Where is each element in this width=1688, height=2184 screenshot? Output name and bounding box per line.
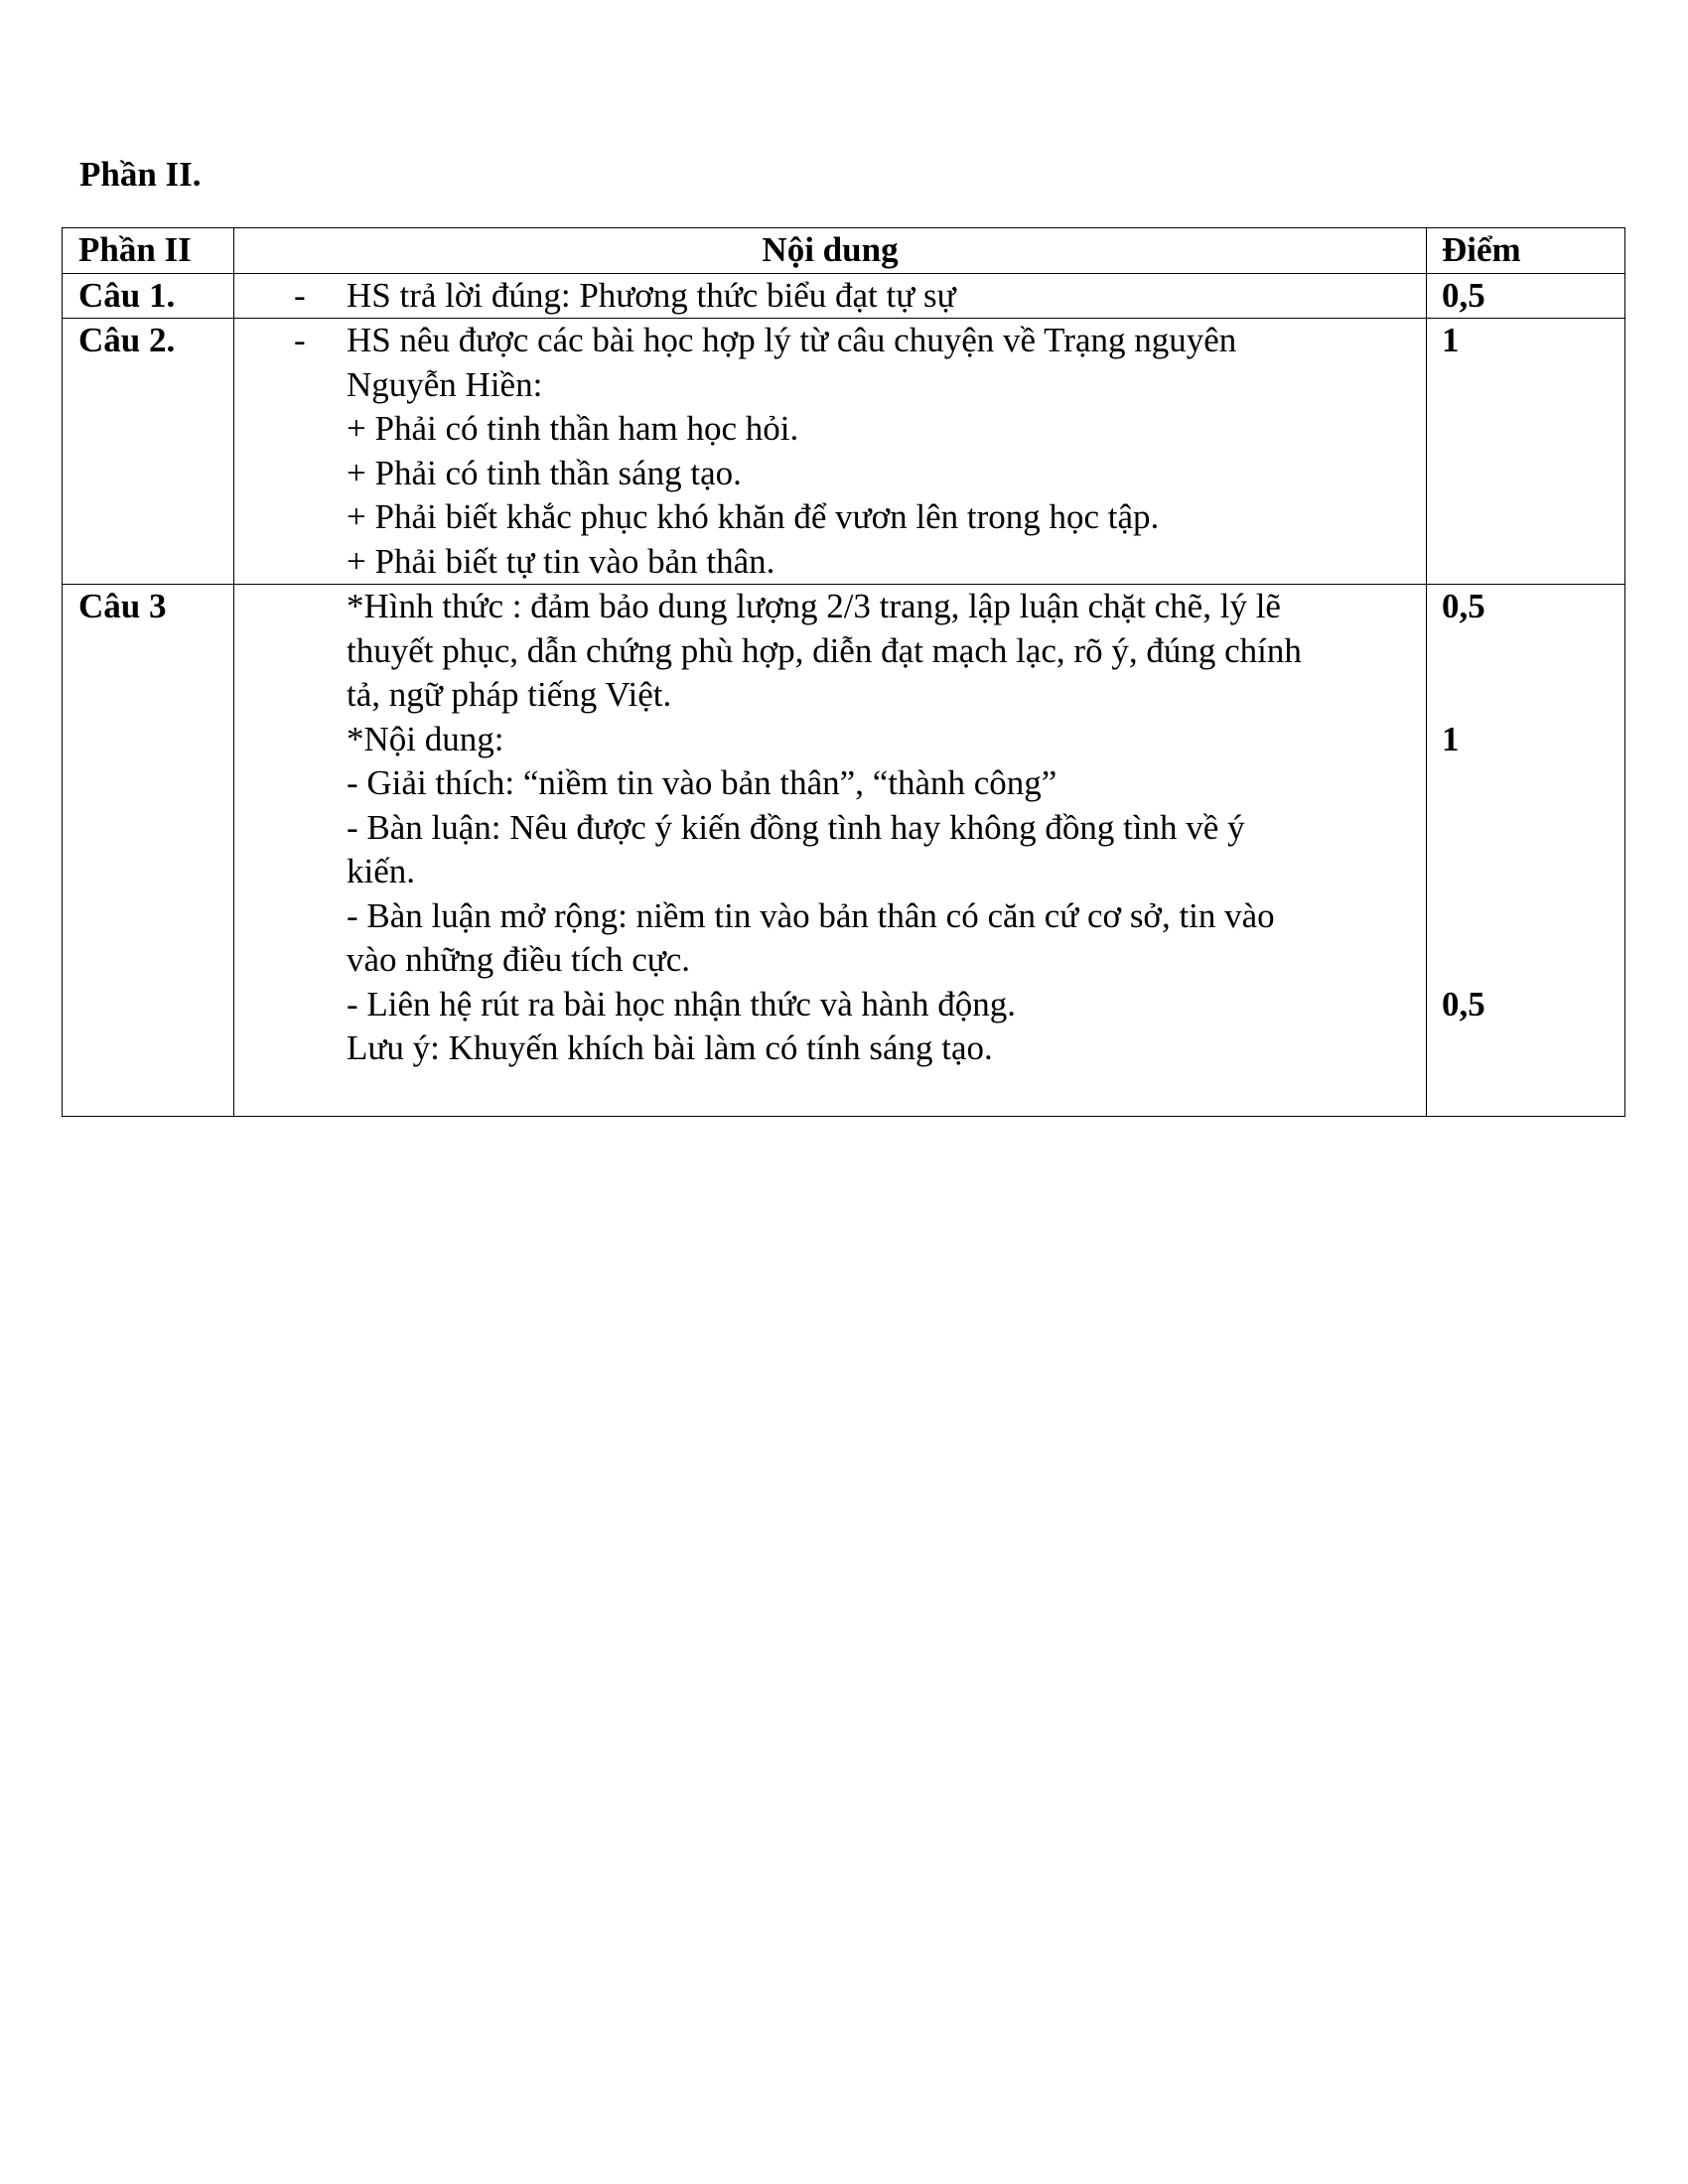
dash-list-item xyxy=(234,319,1412,584)
header-content: Nội dung xyxy=(234,228,1427,274)
answer-line: + Phải biết tự tin vào bản thân. xyxy=(347,541,775,581)
score-value: 0,5 xyxy=(1442,587,1485,625)
answer-line: HS nêu được các bài học hợp lý từ câu chuyện về Trạng nguyên xyxy=(347,321,1237,359)
answer-line: vào những điều tích cực. xyxy=(347,940,691,979)
score-value: 1 xyxy=(1442,719,1460,758)
answer-line: Lưu ý: Khuyến khích bài làm có tính sáng tạo. xyxy=(347,1028,993,1067)
answer-line: + Phải có tinh thần ham học hỏi. xyxy=(347,409,799,448)
dash-list-item xyxy=(234,274,1412,319)
answer-line: - Bàn luận mở rộng: niềm tin vào bản thân có căn cứ cơ sở, tin vào xyxy=(347,895,1275,935)
answer-line: - Liên hệ rút ra bài học nhận thức và hành động. xyxy=(347,984,1017,1024)
score-spacer xyxy=(1442,894,1624,939)
list-dash: - xyxy=(294,275,306,315)
score-spacer xyxy=(1442,938,1624,983)
section-heading: Phần II. xyxy=(79,155,202,194)
table-header-row xyxy=(63,228,1625,274)
list-dash: - xyxy=(294,321,306,359)
answer-line: thuyết phục, dẫn chứng phù hợp, diễn đạt mạch lạc, rõ ý, đúng chính xyxy=(347,630,1302,670)
answer-content xyxy=(234,585,1427,1117)
answer-content xyxy=(234,319,1427,585)
score-value: 1 xyxy=(1427,319,1625,585)
header-score: Điểm xyxy=(1427,228,1625,274)
question-label: Câu 3 xyxy=(63,585,234,1117)
table-row-cau-2 xyxy=(63,319,1625,585)
score-spacer xyxy=(1442,673,1624,718)
answer-line: *Nội dung: xyxy=(347,719,504,758)
answer-line: kiến. xyxy=(347,852,416,890)
question-label: Câu 2. xyxy=(63,319,234,585)
answer-line: - Bàn luận: Nêu được ý kiến đồng tình hay không đồng tình về ý xyxy=(347,807,1245,847)
table-row-cau-1 xyxy=(63,273,1625,319)
answer-content xyxy=(234,273,1427,319)
score-value: 0,5 xyxy=(1427,273,1625,319)
answer-line: HS trả lời đúng: Phương thức biểu đạt tự sự xyxy=(347,275,956,315)
answer-line: - Giải thích: “niềm tin vào bản thân”, “thành công” xyxy=(347,763,1057,802)
score-spacer xyxy=(1442,850,1624,894)
score-column xyxy=(1427,585,1625,1117)
answer-line: + Phải biết khắc phục khó khăn để vươn lên trong học tập. xyxy=(347,497,1160,536)
score-spacer xyxy=(1442,806,1624,851)
answer-line: tả, ngữ pháp tiếng Việt. xyxy=(347,675,672,714)
score-spacer xyxy=(1442,629,1624,674)
answer-line: + Phải có tinh thần sáng tạo. xyxy=(347,453,742,492)
answer-key-table xyxy=(62,227,1625,1117)
header-part: Phần II xyxy=(63,228,234,274)
score-spacer xyxy=(1442,761,1624,806)
score-value: 0,5 xyxy=(1442,984,1485,1024)
answer-line: Nguyễn Hiền: xyxy=(347,364,543,404)
question-label: Câu 1. xyxy=(63,273,234,319)
answer-text-block xyxy=(234,585,1412,1071)
table-row-cau-3 xyxy=(63,585,1625,1117)
answer-line: *Hình thức : đảm bảo dung lượng 2/3 trang, lập luận chặt chẽ, lý lẽ xyxy=(347,587,1281,625)
